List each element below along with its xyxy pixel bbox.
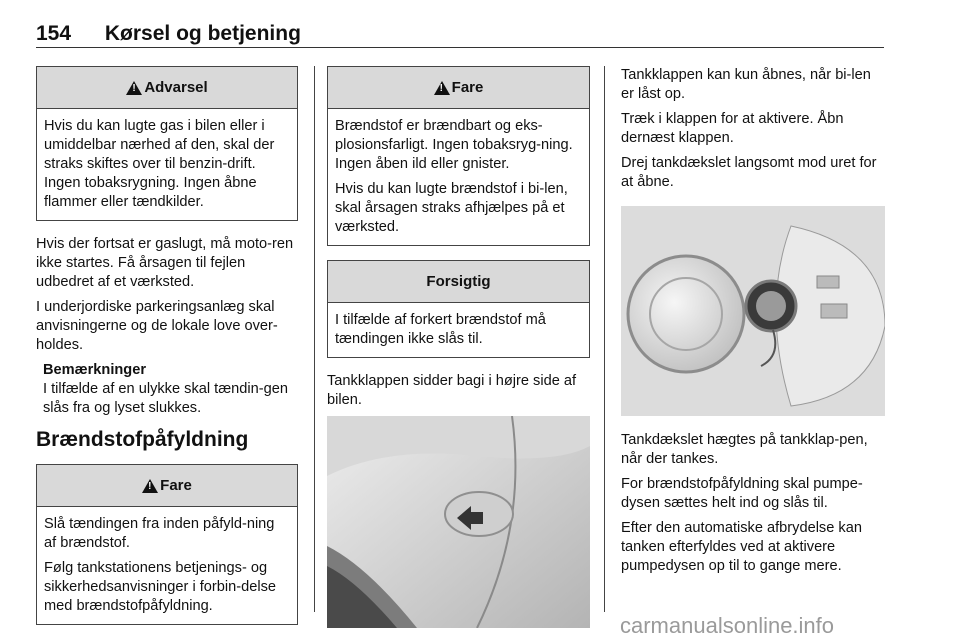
paragraph: Tankdækslet hægtes på tankklap-pen, når der tankes. — [621, 432, 868, 467]
warning-triangle-icon — [126, 81, 142, 95]
fuel-cap-image — [621, 206, 885, 416]
danger-box-header — [328, 67, 589, 109]
danger-box-title: Fare — [160, 477, 192, 494]
column-divider-1 — [314, 66, 315, 612]
warning-box-title: Advarsel — [144, 79, 208, 96]
paragraph: Hvis der fortsat er gaslugt, må moto-ren ikke startes. Få årsagen til fejlen udbedret af et værksted. — [36, 236, 294, 290]
header-rule — [36, 47, 884, 48]
danger-box-text: Hvis du kan lugte brændstof i bi-len, skal årsagen straks afhjælpes på et værksted. — [335, 181, 568, 235]
warning-box — [36, 66, 298, 221]
paragraph: For brændstofpåfyldning skal pumpe-dysen sættes helt ind og slås til. — [621, 476, 863, 511]
note-heading: Bemærkninger — [43, 362, 146, 378]
paragraph: Efter den automatiske afbrydelse kan tanken efterfyldes ved at aktivere pumpedysen op til to gange mere. — [621, 520, 862, 574]
danger-box-text: Følg tankstationens betjenings- og sikkerhedsanvisninger i forbin-delse med brændstofpåfyldning. — [44, 560, 276, 614]
caution-box — [327, 260, 590, 358]
caution-box-text: I tilfælde af forkert brændstof må tændingen ikke slås til. — [335, 312, 546, 347]
paragraph: Træk i klappen for at aktivere. Åbn dernæst klappen. — [621, 111, 844, 146]
column-2 — [327, 66, 590, 633]
column-divider-2 — [604, 66, 605, 612]
page-number: 154 — [36, 22, 72, 45]
danger-box-title: Fare — [451, 79, 484, 96]
column-1 — [36, 66, 298, 639]
warning-box-text: Hvis du kan lugte gas i bilen eller i umiddelbar nærhed af den, skal der straks skiftes over til benzin-drift. Ingen tobaksrygning. Ingen åbne flammer eller tændkilder. — [44, 118, 275, 210]
section-title: Brændstofpåfyldning — [36, 428, 249, 451]
note-text: I tilfælde af en ulykke skal tændin-gen slås fra og lyset slukkes. — [43, 381, 288, 416]
page-title: Kørsel og betjening — [104, 22, 301, 45]
danger-box-text: Brændstof er brændbart og eks-plosionsfarligt. Ingen tobaksryg-ning. Ingen åben ild eller gnister. — [335, 118, 573, 172]
danger-box — [327, 66, 590, 246]
fuel-flap-car-image — [327, 416, 590, 628]
caution-box-header — [328, 261, 589, 303]
caution-box-title: Forsigtig — [426, 273, 491, 290]
page-header — [36, 22, 301, 46]
watermark: carmanualsonline.info — [620, 613, 835, 638]
paragraph: Tankklappen kan kun åbnes, når bi-len er låst op. — [621, 67, 871, 102]
paragraph: I underjordiske parkeringsanlæg skal anvisningerne og de lokale love over-holdes. — [36, 299, 278, 353]
paragraph: Drej tankdækslet langsomt mod uret for at åbne. — [621, 155, 877, 190]
danger-box-text: Slå tændingen fra inden påfyld-ning af brændstof. — [44, 516, 275, 551]
note — [43, 361, 298, 418]
danger-box-header — [37, 465, 297, 507]
warning-triangle-icon — [142, 479, 158, 493]
column-3 — [621, 66, 885, 582]
warning-box-header — [37, 67, 297, 109]
warning-triangle-icon — [434, 81, 450, 95]
paragraph: Tankklappen sidder bagi i højre side af bilen. — [327, 373, 577, 408]
danger-box — [36, 464, 298, 625]
